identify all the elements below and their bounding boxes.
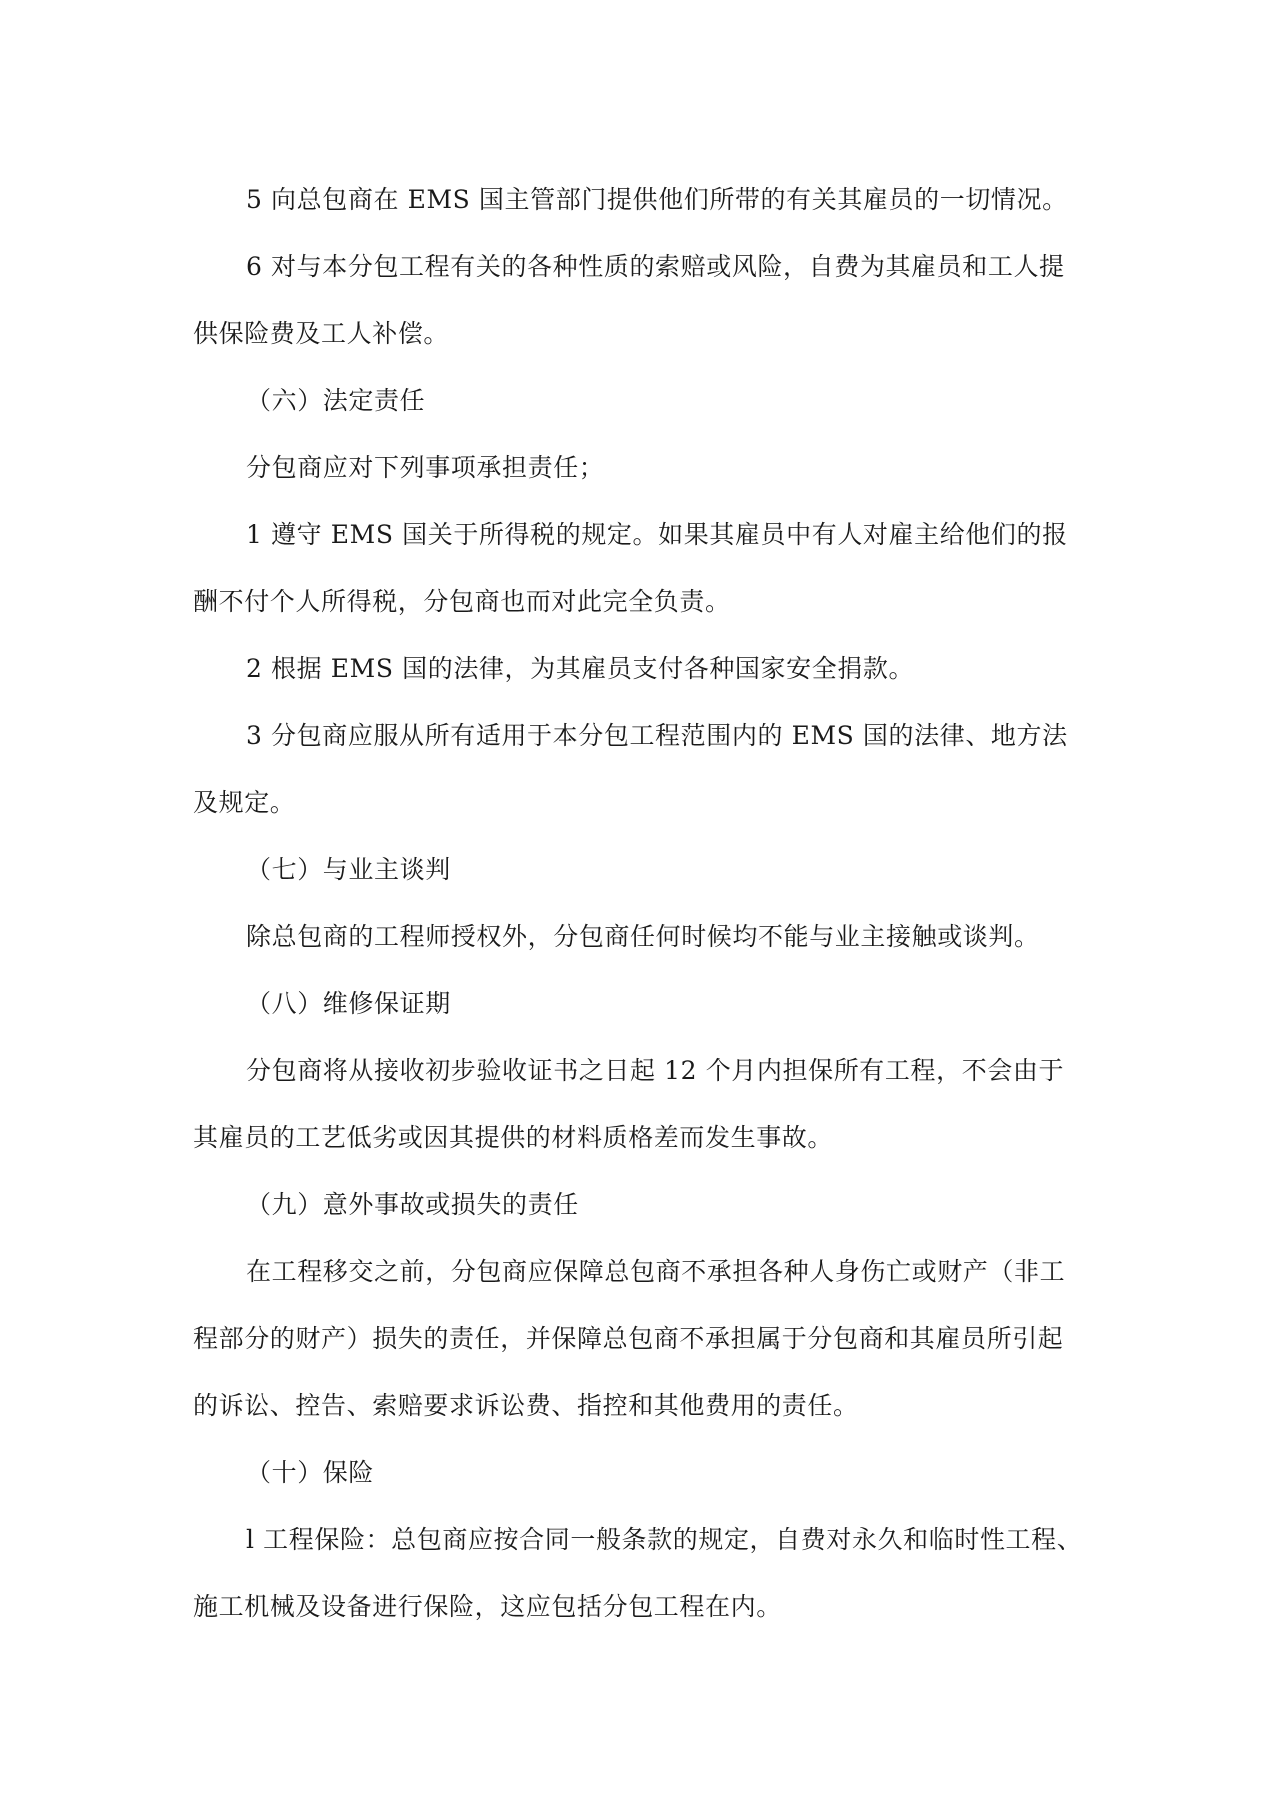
paragraph-owner-negotiation: 除总包商的工程师授权外，分包商任何时候均不能与业主接触或谈判。 [246, 922, 1040, 951]
paragraph-item-5-info: 5 向总包商在 EMS 国主管部门提供他们所带的有关其雇员的一切情况。 [246, 185, 1068, 214]
paragraph-item-3-laws: 3 分包商应服从所有适用于本分包工程范围内的 EMS 国的法律、地方法及规定。 [193, 721, 1068, 817]
paragraph-warranty-period: 分包商将从接收初步验收证书之日起 12 个月内担保所有工程，不会由于其雇员的工艺低劣或因其提供的材料质格差而发生事故。 [193, 1056, 1065, 1152]
paragraph-item-1-income-tax: 1 遵守 EMS 国关于所得税的规定。如果其雇员中有人对雇主给他们的报酬不付个人所得税，分包商也而对此完全负责。 [193, 520, 1068, 616]
section-heading-accident-liability: （九）意外事故或损失的责任 [246, 1190, 579, 1219]
section-heading-owner-negotiation: （七）与业主谈判 [246, 855, 451, 884]
paragraph-item-2-security-contribution: 2 根据 EMS 国的法律，为其雇员支付各种国家安全捐款。 [246, 654, 915, 683]
paragraph-liability-intro: 分包商应对下列事项承担责任； [246, 453, 605, 482]
paragraph-works-insurance: l 工程保险：总包商应按合同一般条款的规定，自费对永久和临时性工程、施工机械及设备进行保险，这应包括分包工程在内。 [193, 1525, 1083, 1621]
paragraph-item-6-insurance: 6 对与本分包工程有关的各种性质的索赔或风险，自费为其雇员和工人提供保险费及工人补偿。 [193, 252, 1065, 348]
document-body [193, 166, 1088, 1640]
section-heading-legal-liability: （六）法定责任 [246, 386, 426, 415]
section-heading-warranty-period: （八）维修保证期 [246, 989, 451, 1018]
section-heading-insurance: （十）保险 [246, 1458, 375, 1487]
paragraph-accident-liability: 在工程移交之前，分包商应保障总包商不承担各种人身伤亡或财产（非工程部分的财产）损失的责任，并保障总包商不承担属于分包商和其雇员所引起的诉讼、控告、索赔要求诉讼费、指控和其他费用的责任。 [193, 1257, 1066, 1420]
